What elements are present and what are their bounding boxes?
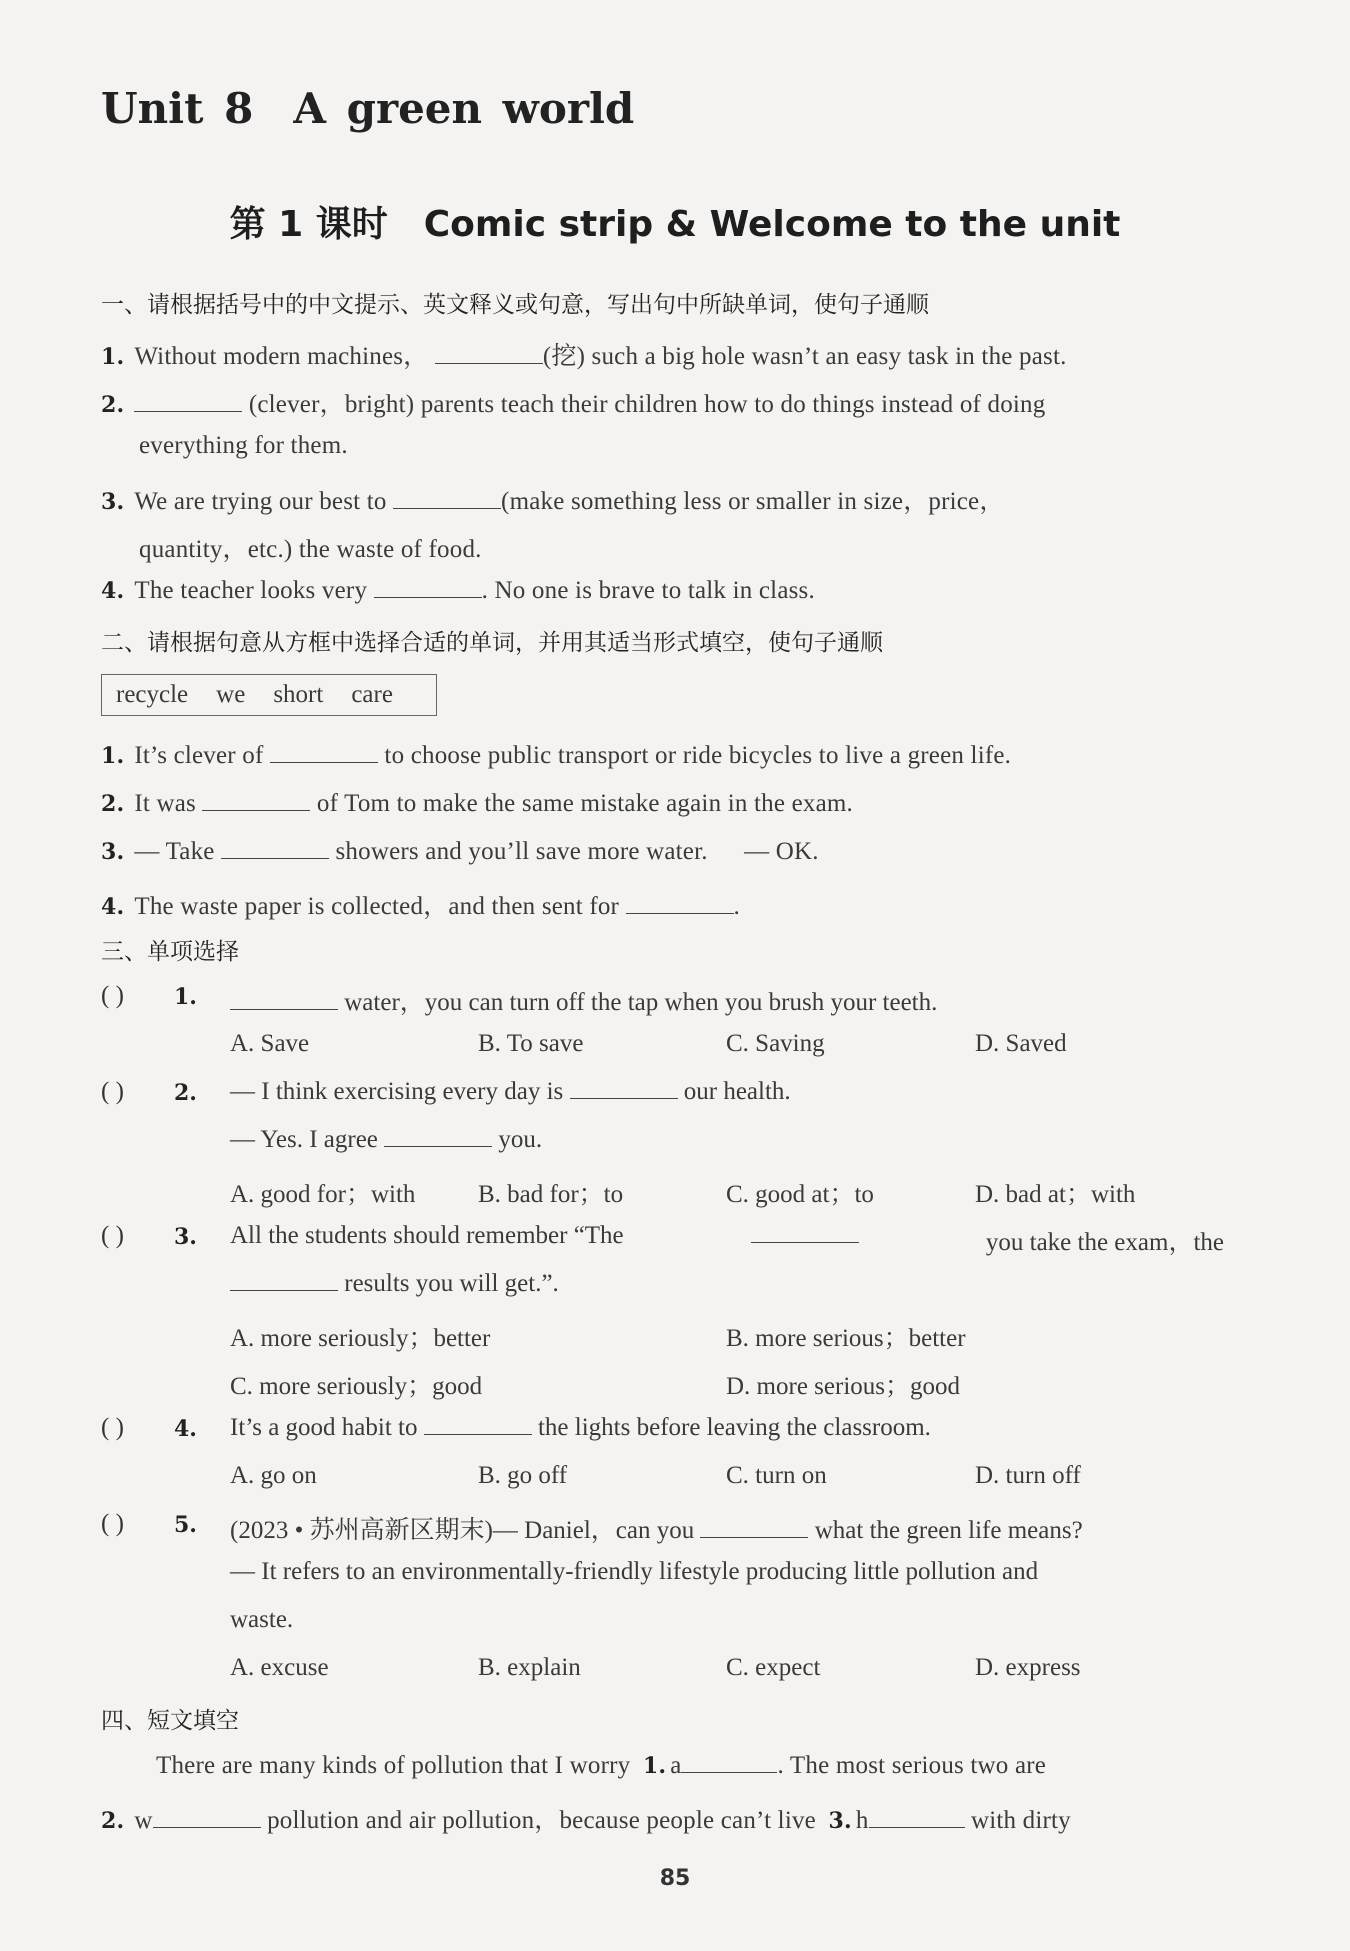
answer-paren[interactable]: ( ) xyxy=(101,1222,124,1249)
mc-q5-option-d[interactable]: D. express xyxy=(975,1654,1081,1681)
answer-blank[interactable] xyxy=(435,343,543,364)
mc-q4-stem: It’s a good habit to the lights before leaving the classroom. xyxy=(230,1414,931,1441)
mc-q2-option-a[interactable]: A. good for；with xyxy=(230,1181,416,1208)
passage-line-2: 2. w pollution and air pollution，because people can’t live 3. h with dirty xyxy=(101,1807,1071,1834)
answer-blank[interactable] xyxy=(700,1517,808,1538)
answer-blank[interactable] xyxy=(393,488,501,509)
mc-q3-option-b[interactable]: B. more serious；better xyxy=(726,1325,966,1352)
word-option: care xyxy=(351,681,393,708)
mc-q2-stem: — I think exercising every day is our health. xyxy=(230,1078,791,1105)
answer-blank[interactable] xyxy=(751,1222,859,1243)
mc-q5-stem-cont: — It refers to an environmentally-friendly lifestyle producing little pollution and xyxy=(230,1558,1039,1585)
mc-q4-num: 4. xyxy=(174,1416,197,1442)
part1-q2: 2. (clever，bright) parents teach their children how to do things instead of doing xyxy=(101,391,1046,418)
part2-q3: 3. — Take showers and you’ll save more water. — OK. xyxy=(101,838,819,865)
section-3-heading: 三、单项选择 xyxy=(101,939,239,965)
mc-q1-num: 1. xyxy=(174,984,197,1010)
answer-paren[interactable]: ( ) xyxy=(101,1078,124,1105)
part1-q2-cont: everything for them. xyxy=(139,432,348,459)
unit-title: Unit 8 A green world xyxy=(101,84,635,133)
mc-q2-option-c[interactable]: C. good at；to xyxy=(726,1181,874,1208)
part2-q4: 4. The waste paper is collected，and then sent for . xyxy=(101,893,740,920)
answer-blank[interactable] xyxy=(681,1752,777,1773)
answer-blank[interactable] xyxy=(221,838,329,859)
answer-blank[interactable] xyxy=(570,1078,678,1099)
mc-q1-option-a[interactable]: A. Save xyxy=(230,1030,310,1057)
mc-q4-option-d[interactable]: D. turn off xyxy=(975,1462,1081,1489)
mc-q3-option-a[interactable]: A. more seriously；better xyxy=(230,1325,491,1352)
answer-paren[interactable]: ( ) xyxy=(101,1510,124,1537)
mc-q5-option-c[interactable]: C. expect xyxy=(726,1654,821,1681)
lesson-title: 第 1 课时 Comic strip & Welcome to the unit xyxy=(229,204,1121,245)
answer-blank[interactable] xyxy=(134,391,242,412)
answer-blank[interactable] xyxy=(270,742,378,763)
mc-q4-option-a[interactable]: A. go on xyxy=(230,1462,317,1489)
mc-q2-option-d[interactable]: D. bad at；with xyxy=(975,1181,1136,1208)
word-box xyxy=(101,674,437,716)
mc-q2-num: 2. xyxy=(174,1080,197,1106)
answer-paren[interactable]: ( ) xyxy=(101,1414,124,1441)
answer-blank[interactable] xyxy=(230,989,338,1010)
answer-blank[interactable] xyxy=(869,1807,965,1828)
section-2-heading: 二、请根据句意从方框中选择合适的单词，并用其适当形式填空，使句子通顺 xyxy=(101,630,883,656)
mc-q1-stem: water，you can turn off the tap when you brush your teeth. xyxy=(230,982,937,1018)
mc-q5-option-b[interactable]: B. explain xyxy=(478,1654,581,1681)
mc-q3-num: 3. xyxy=(174,1224,197,1250)
part2-q2: 2. It was of Tom to make the same mistake again in the exam. xyxy=(101,790,854,817)
answer-blank[interactable] xyxy=(202,790,310,811)
word-option: recycle xyxy=(116,681,189,708)
section-4-heading: 四、短文填空 xyxy=(101,1708,239,1734)
word-option: we xyxy=(216,681,246,708)
answer-paren[interactable]: ( ) xyxy=(101,982,124,1009)
part1-q4: 4. The teacher looks very . No one is brave to talk in class. xyxy=(101,577,815,604)
part1-q3-cont: quantity，etc.) the waste of food. xyxy=(139,536,482,563)
mc-q5-stem: (2023 • 苏州高新区期末)— Daniel，can you what the green life means? xyxy=(230,1517,1083,1544)
mc-q2-stem-cont: — Yes. I agree you. xyxy=(230,1126,543,1153)
answer-blank[interactable] xyxy=(230,1270,338,1291)
answer-blank[interactable] xyxy=(626,893,734,914)
part1-q3: 3. We are trying our best to (make something less or smaller in size，price， xyxy=(101,488,1005,515)
mc-q5-num: 5. xyxy=(174,1512,197,1538)
mc-q1-option-c[interactable]: C. Saving xyxy=(726,1030,825,1057)
page-number: 85 xyxy=(659,1866,691,1891)
mc-q1-option-b[interactable]: B. To save xyxy=(478,1030,584,1057)
mc-q2-option-b[interactable]: B. bad for；to xyxy=(478,1181,624,1208)
mc-q4-option-c[interactable]: C. turn on xyxy=(726,1462,827,1489)
part1-q1: 1. Without modern machines， (挖) such a big hole wasn’t an easy task in the past. xyxy=(101,343,1067,370)
answer-blank[interactable] xyxy=(153,1807,261,1828)
word-option: short xyxy=(273,681,324,708)
mc-q5-stem-cont2: waste. xyxy=(230,1606,294,1633)
mc-q3-stem: All the students should remember “The you take the exam，the xyxy=(230,1222,1224,1256)
passage-line-1: There are many kinds of pollution that I worry 1. a . The most serious two are xyxy=(156,1752,1047,1779)
mc-q5-option-a[interactable]: A. excuse xyxy=(230,1654,329,1681)
answer-blank[interactable] xyxy=(424,1414,532,1435)
mc-q3-stem-cont: results you will get.”. xyxy=(230,1270,559,1298)
mc-q1-option-d[interactable]: D. Saved xyxy=(975,1030,1067,1057)
section-1-heading: 一、请根据括号中的中文提示、英文释义或句意，写出句中所缺单词，使句子通顺 xyxy=(101,292,929,318)
mc-q4-option-b[interactable]: B. go off xyxy=(478,1462,568,1489)
answer-blank[interactable] xyxy=(374,577,482,598)
mc-q3-option-c[interactable]: C. more seriously；good xyxy=(230,1373,483,1400)
mc-q3-option-d[interactable]: D. more serious；good xyxy=(726,1373,960,1400)
answer-blank[interactable] xyxy=(384,1126,492,1147)
part2-q1: 1. It’s clever of to choose public transport or ride bicycles to live a green life. xyxy=(101,742,1012,769)
